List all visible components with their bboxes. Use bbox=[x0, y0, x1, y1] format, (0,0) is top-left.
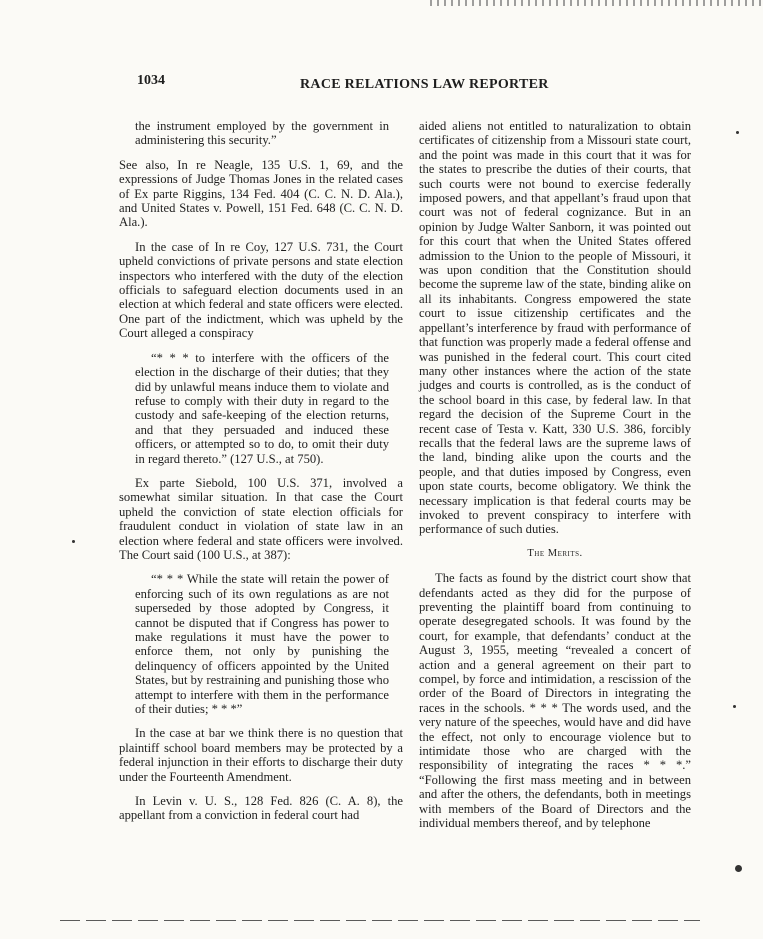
paragraph: In the case at bar we think there is no question that plaintiff school board members may be protected by a federal injunction in their efforts to discharge their duty under the Fourteenth Amendment. bbox=[119, 726, 403, 784]
running-head: RACE RELATIONS LAW REPORTER bbox=[300, 77, 549, 92]
paragraph: See also, In re Neagle, 135 U.S. 1, 69, and the expressions of Judge Thomas Jones in the related cases of Ex parte Riggins, 134 Fed. 404 (C. C. N. D. Ala.), and United States v. Powell, 151 Fed. 648 (C. C. N. D. Ala.). bbox=[119, 157, 403, 230]
margin-dot bbox=[736, 131, 739, 134]
right-column bbox=[419, 119, 691, 841]
top-edge-dots bbox=[430, 0, 763, 6]
paragraph: In the case of In re Coy, 127 U.S. 731, the Court upheld convictions of private persons and state election inspectors who interfered with the duty of the election officials to safeguard election documents used in an election at which federal and state officers were elected. One part of the indictment, which was upheld by the Court alleged a conspiracy bbox=[119, 239, 403, 341]
bottom-scan-line bbox=[60, 920, 700, 921]
paragraph: In Levin v. U. S., 128 Fed. 826 (C. A. 8), the appellant from a conviction in federal court had bbox=[119, 794, 403, 823]
block-quote: “* * * While the state will retain the power of enforcing such of its own regulations as are not superseded by those adopted by Congress, it cannot be disputed that if Congress has power to make regulations it must have the power to enforce them, not only by punishing the delinquency of officers appointed by the United States, but by restraining and punishing those who attempt to interfere with them in the performance of their duties; * * *” bbox=[135, 572, 389, 717]
paragraph: The facts as found by the district court show that defendants acted as they did for the purpose of preventing the plaintiff board from continuing to operate desegregated schools. It was found by the court, for example, that defendants’ conduct at the August 3, 1955, meeting “revealed a concert of action and a general agreement on their part to compel, by force and intimidation, a rescission of the order of the Board of Directors in integrating the races in the schools. * * * The words used, and the very nature of the speeches, would have and did have the effect, not only to encourage violence but to intimidate those who are charged with the responsibility of integrating the races * * *.” “Following the first mass meeting and in between and after the others, the defendants, both in meetings with members of the Board of Directors and the individual members thereof, and by telephone bbox=[419, 571, 691, 831]
paragraph: the instrument employed by the government in administering this security.” bbox=[135, 119, 389, 148]
page-number: 1034 bbox=[137, 73, 165, 88]
left-column bbox=[119, 119, 403, 833]
paragraph: Ex parte Siebold, 100 U.S. 371, involved a somewhat similar situation. In that case the Court upheld the conviction of state election officials for fraudulent conduct in violation of state law in an election where federal and state officers were involved. The Court said (100 U.S., at 387): bbox=[119, 475, 403, 562]
paragraph: aided aliens not entitled to naturalization to obtain certificates of citizenship from a Missouri state court, and the point was made in this court that it was for the states to prescribe the duties of their courts, that such courts were not bound to exercise federally imposed powers, and that appellant’s fraud upon that court was not of federal cognizance. But in an opinion by Judge Walter Sanborn, it was pointed out for this court that when the United States offered admission to the Union to the people of Missouri, it was upon condition that the Constitution should become the supreme law of the state, binding alike on all its inhabitants. Congress empowered the state court to issue citizenship certificates and the appellant’s interference by fraud with performance of that function was properly made a federal offense and was punished in the federal court. This court cited many other instances where the action of the state judges and courts is controlled, as is the conduct of the school board in this case, by federal law. In that regard the decision of the Supreme Court in the recent case of Testa v. Katt, 330 U.S. 386, forcibly recalls that the federal laws are the supreme laws of the land, binding alike upon the courts and the people, and that duties imposed by Congress, even upon state courts, become obligatory. We think the necessary implication is that federal courts may be invoked to prevent conspiracy to interfere with performance of such duties. bbox=[419, 119, 691, 537]
section-heading: The Merits. bbox=[527, 547, 583, 559]
margin-dot bbox=[72, 540, 75, 543]
block-quote: “* * * to interfere with the officers of the election in the discharge of their duties; that they did by unlawful means induce them to violate and refuse to comply with their duty in regard to the custody and safe-keeping of the election returns, and that they persuaded and induced these officers, or attempted so to do, to omit their duty in regard thereto.” (127 U.S., at 750). bbox=[135, 350, 389, 466]
margin-dot bbox=[735, 865, 742, 872]
margin-dot bbox=[733, 705, 736, 708]
